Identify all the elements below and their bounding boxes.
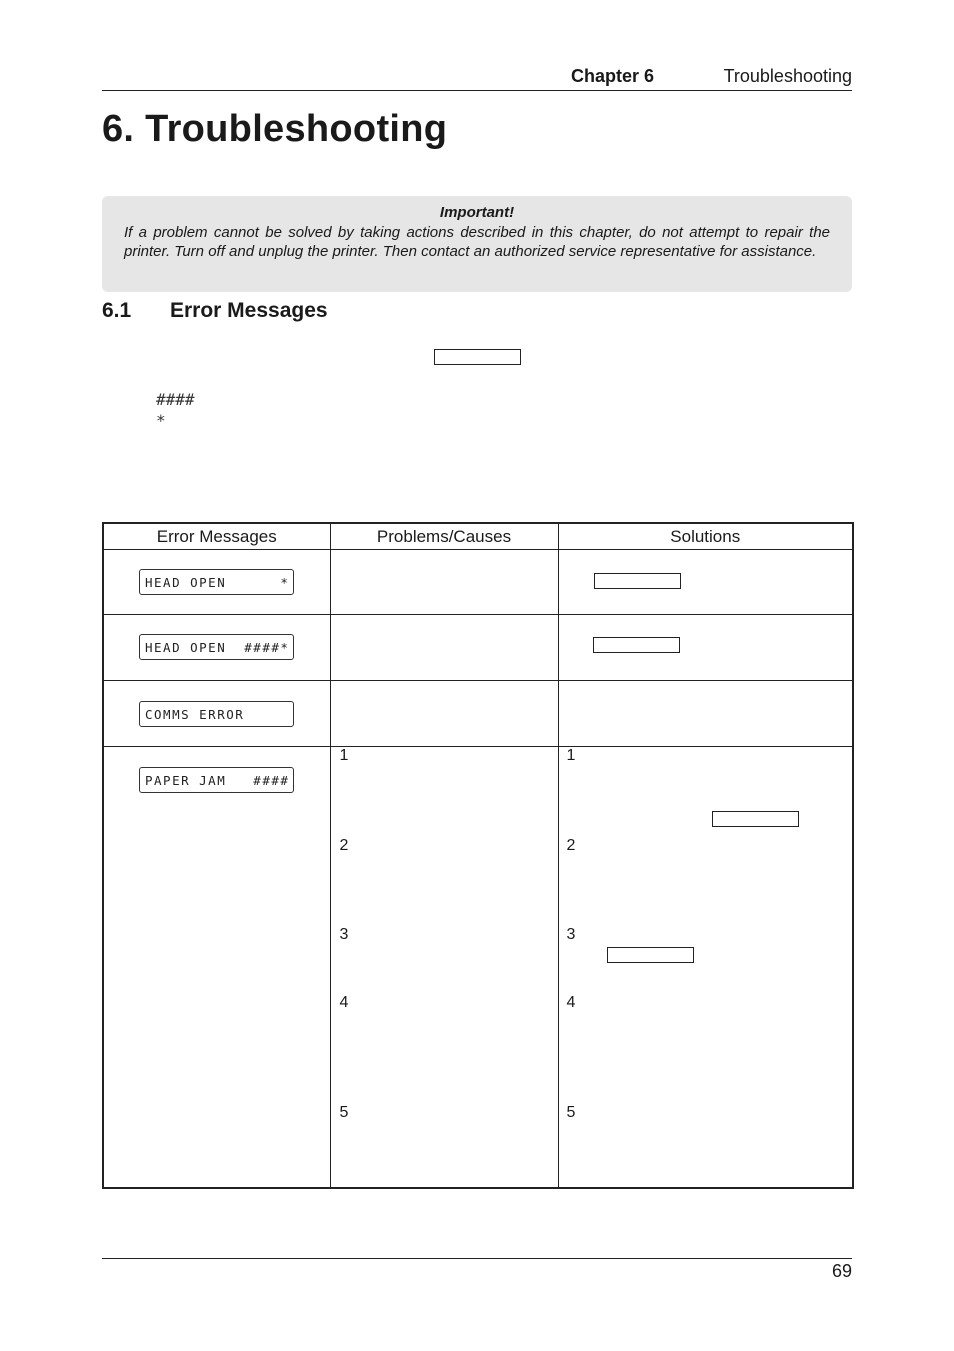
important-title: Important! — [439, 204, 515, 221]
star-symbol: * — [156, 411, 166, 430]
solution-number: 2 — [566, 837, 576, 854]
column-header: Solutions — [558, 523, 853, 550]
table-row — [103, 747, 853, 1188]
table-row — [103, 615, 853, 681]
page-header — [102, 64, 852, 91]
table-row — [103, 550, 853, 615]
cause-number: 1 — [339, 747, 349, 764]
page-title: 6. Troubleshooting — [102, 108, 448, 150]
key-box — [607, 947, 694, 963]
key-box — [594, 573, 681, 589]
column-header: Error Messages — [103, 523, 330, 550]
important-text: If a problem cannot be solved by taking actions described in this chapter, do not attempt to repair the printer. Turn off and unplug the printer. Then contact an authorized service representative for assistance. — [124, 223, 830, 260]
page-footer — [102, 1258, 852, 1281]
section-number: 6.1 — [102, 299, 132, 322]
table-row — [103, 681, 853, 747]
lcd-message: HEAD OPEN * — [139, 569, 294, 595]
hash-symbol: #### — [156, 390, 195, 409]
cause-number: 2 — [339, 837, 349, 854]
chapter-label: Chapter 6 — [571, 66, 655, 86]
solution-number: 1 — [566, 747, 576, 764]
solution-number: 3 — [566, 926, 576, 943]
lcd-message: HEAD OPEN ####* — [139, 634, 294, 660]
key-box — [593, 637, 680, 653]
page-number: 69 — [831, 1261, 852, 1281]
solution-number: 4 — [566, 994, 576, 1011]
key-box — [434, 349, 521, 365]
column-header: Problems/Causes — [330, 523, 558, 550]
key-box — [712, 811, 799, 827]
solution-number: 5 — [566, 1104, 576, 1121]
cause-number: 4 — [339, 994, 349, 1011]
important-notice — [102, 196, 852, 292]
cause-number: 3 — [339, 926, 349, 943]
lcd-message: PAPER JAM #### — [139, 767, 294, 793]
error-table — [102, 522, 854, 1189]
lcd-message: COMMS ERROR — [139, 701, 294, 727]
section-label: Troubleshooting — [723, 66, 852, 86]
table-header-row — [103, 523, 853, 550]
section-title: Error Messages — [170, 299, 328, 322]
cause-number: 5 — [339, 1104, 349, 1121]
